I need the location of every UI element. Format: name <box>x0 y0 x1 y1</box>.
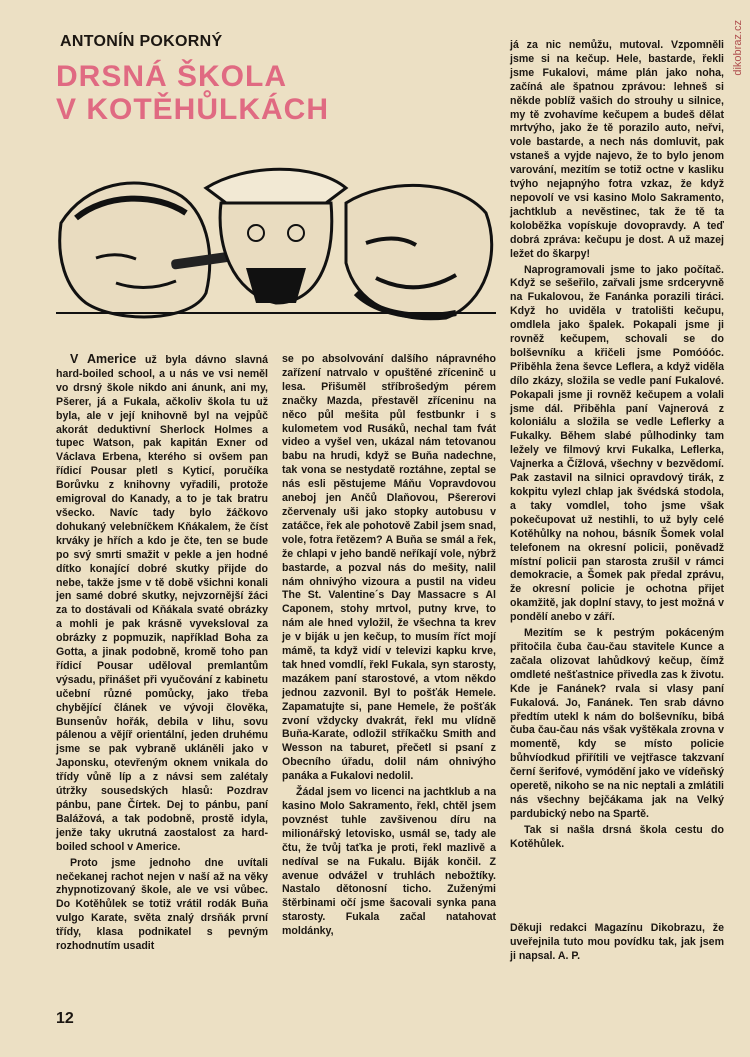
paragraph: Tak si našla drsná škola cestu do Kotěhůlek. <box>510 823 724 850</box>
paragraph: Proto jsme jednoho dne uvítali nečekanej rachot nejen v naší až na věky zhypnotizovaný škole, ale ve vsi vůbec. Do Kotěhůlek se totiž vrátil rodák Buňa vulgo Karate, světa znalý drsňák první třídy, klasa podnikatel s pevným rozhodnutím usadit <box>56 856 268 953</box>
page-number: 12 <box>56 1010 74 1027</box>
text-column-3 <box>510 39 724 854</box>
paragraph: Žádal jsem vo licenci na jachtklub a na kasino Molo Sakramento, řekl, chtěl jsem povznést tuhle zavšivenou díru na milionářský letovisko, usmál se, tady ale čtu, že tvůj taťka je proti, řekl mazlivě a nedíval se na Fukalu. Biják končil. Z avenue odvážel v truhlách nebožtíky. Nastalo dětonosní ticho. Zuženými štěrbinami očí jsme šacovali synka pana starosty. Fukala začal natahovat moldánky, <box>282 786 496 938</box>
paragraph: se po absolvování dalšího nápravného zařízení natrvalo v opuštěné zříceninč u lesa. Přišuměl stříbrošedým pérem značky Mazda, přestavěl zříceninu na něco půl mešita půl festbunkr i s kulometem vod Rusáků, nechal tam fvát video a vyšel ven, ukázal nám tetovanou babu na hrudi, když se Buňa nadechne, tak vona se nestydatě roztáhne, zeptal se nás esli pěstujeme Máňu Vopravdovou aneboj jen Ančů Dlaňovou, Pšererovi zčervenaly uši jako stopky autobusu v zatáčce, řek ale pohotově Zabil jsem snad, vole, fotra řetězem? A Buňa se smál a řek, že chlapi v jeho bandě neříkají vole, nýbrž bastarde, a pozval nás do mešity, nalil nám ohnivýho vizoura a pustil na videu The St. Valentine´s Day Massacre s Al Caponem, stohy mrtvol, putny krve, to nám ale hned vyložil, že všechna ta krev je v biják u jen kečup, to musím říct mojí mámě, ta když vidí v televizi kapku krve, tak hned vomdlí, řekl Fukala, syn starosty, mazákem paní starostové, a vtom někdo jednou zazvonil. Byl to pošťák Hemele. Zapamatujte si, pane Hemele, že pošťák zvoní vždycky dvakrát, řekl mu vlídně Buňa-Karate, odložil stříkačku Smith and Wesson na taburet, přečetl si psaní z Obecního úřadu, dolil nám ohnivýho panáka a Fukalovi nedolil. <box>282 353 496 783</box>
paragraph: Mezitím se k pestrým pokáceným přitočila čuba čau-čau stavitele Kunce a začala olizovat lahůdkový kečup, čímž omdleté nešťastnice přivedla zas k životu. Kde je Fanánek? rvala si vlasy paní Fukalová. Jo, Fanánek. Ten srab dávno předtím utekl k nám do bolševníku, bibá čuba čau-čau nás však vyštěkala zrovna v momentě, kdy se místo policie bůhvíodkud přiřítili ve vejtřasce takzvaní černí šerifové, vymódění jako ve vídeňský operetě, nikoho se na nic neptali a zmlátili nás všechny bejčákama jak na Velký pardubický nebo na Spartě. <box>510 627 724 820</box>
paragraph: Naprogramovali jsme to jako počítač. Když se sešeřilo, zařvali jsme srdceryvně na Fukalovou, že Fanánka porazili tiráci. Když ho uviděla v tratolišti kečupu, omdlela jako špalek. Pokapali jsme ji rovněž kečupem, schovali se do bolševníku a křičeli jsme Pomóóóc. Přiběhla žena ševce Leflera, a když viděla dílo zkázy, složila se vedle paní Fukalové. Pokapali jsme ji rovněž kečupem a volali jsme dál. Přiběhla paní Vajnerová z koloniálu a složila se vedle Leflerky a Fukalky. Během slabé půlhodinky tam ležely ve filmový krvi Fukalka, Leflerka, Vajnerka a Čížlová, všechny v bezvědomí. Pak zastavil na silnici opravdový tirák, z kokpitu vylezl chlap jak švédská stodola, a taky vomdlel, toho jsme však pokečupovat už nestihli, to už byly celé Kotěhůlky na nohou, básník Šomek volal telefonem na okresní policii, poněvadž místní policii pan starosta zrušil v rámci demokracie, a Šomek pak předal zprávu, že okresní policie je ochotna přijet okamžitě, jak doplní stavy, to jest možná v pondělí anebo v září. <box>510 263 724 624</box>
title-line-2: V KOTĚHŮLKÁCH <box>56 93 329 126</box>
author-credit-note: Děkuji redakci Magazínu Dikobrazu, že uveřejnila tuto mou povídku tak, jak jsem ji napsal. A. P. <box>510 922 724 962</box>
text-column-2 <box>282 353 496 941</box>
cartoon-illustration <box>56 163 496 323</box>
title-line-1: DRSNÁ ŠKOLA <box>56 60 288 93</box>
lead-words: V Americe <box>70 352 137 366</box>
story-title <box>56 60 329 126</box>
text-column-1 <box>56 353 268 956</box>
watermark: dikobraz.cz <box>732 20 744 76</box>
paragraph: V Americe už byla dávno slavná hard-boiled school, a u nás ve vsi neměl vo drsný škole nikdo ani ánunk, ani my, Pšerer, já a Fukala, ačkoliv škola tu už byla, ale v její knihovně byl na vejpůč akorát deduktivní Sherlock Holmes a tupec Watson, pak kapitán Exner od Václava Erbena, kterého si ovšem pan řídicí Pousar pletl s Kyticí, poručíka Borůvku z knihovny vyřadili, protože emigroval do Kanady, a to je tak bratru všecko. Navíc tady bylo žáčkovo dohukaný velebníčkem Kňákalem, že číst krváky je hřích a kdo je čte, ten se bude po svý smrti smažit v pekle a jen hodné dítko konající dobré skutky přijde do nebe, takže jsme v tě době všichni konali jen samé dobré skutky, nejvzornější žáci za to dostávali od Kňákala svaté obrázky a mohli je pak krásně vyveksloval za obrázky z popmuzik, například Boha za Gotta, a jinak podobně, kromě toho pan řídicí Pousar uděloval premlantům výsadu, přinášet při vyučování z kabinetu učební různé pomůcky, jako třeba chybějící článek ve vývoji člověka, Bunsenův hořák, debila v lihu, sovu pálenou a vějíř orientální, jeden druhému jsme se pak vybraně ukláněli jako v Japonsku, otevřeným oknem vnikala do třídy vůně líp a z návsi sem zalétaly útržky sousedských hlasů: Pozdrav pánbu, pane Čírtek. Dej to pánbu, paní Balážová, a tak podobně, prostě idyla, jenže taky ukrutná zaostalost za hard-boiled school v Americe. <box>56 352 268 853</box>
paragraph: já za nic nemůžu, mutoval. Vzpomněli jsme si na kečup. Hele, bastarde, řekli jsme Fukalovi, máme plán jako noha, začíná ale špatnou zprávou: lehneš si někde poblíž vašich do strouhy u silnice, my tě zvohavíme kečupem a budeš dělat mrtvýho, jako že tě porazilo auto, neřvi, vole bastarde, a nech nás domluvit, pak vstaneš a vyjde najevo, že to bylo jenom varování, mezitím se totiž octne v kasliku tvýho nejapnýho fotra vzkaz, že když nepovolí ve vsi kasino Molo Sakramento, jachtklub a nevěstinec, tak že tě ta koloběžka vopískuje dovopravdy. A teď dobrá zpráva: kečupu je dost. A už mazej ležet do škarpy! <box>510 39 724 260</box>
author-name: ANTONÍN POKORNÝ <box>60 33 223 50</box>
